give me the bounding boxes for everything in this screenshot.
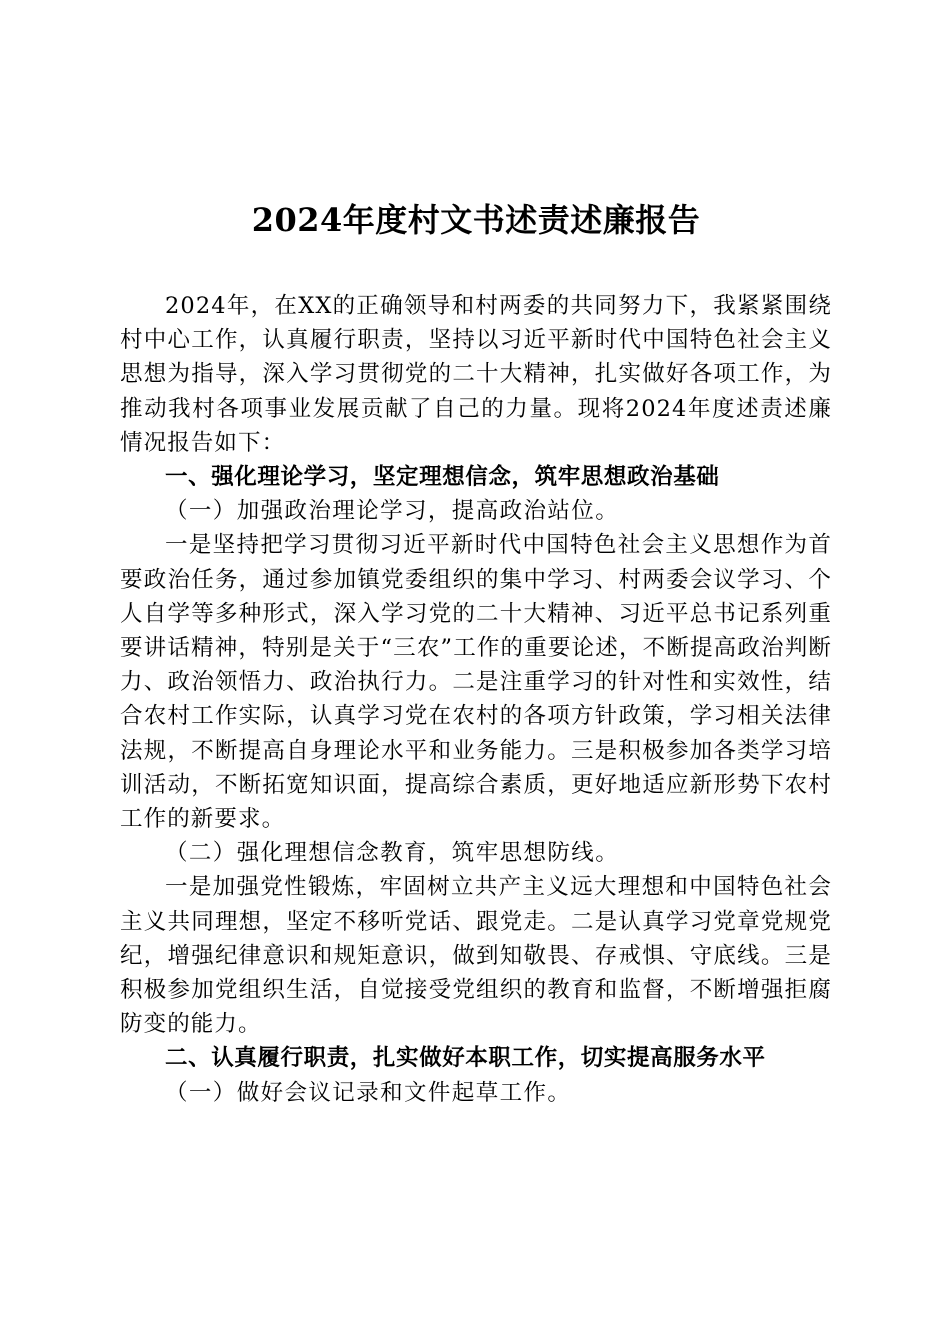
body-paragraph-1-1: 一是坚持把学习贯彻习近平新时代中国特色社会主义思想作为首要政治任务，通过参加镇党委组织的集中学习、村两委会议学习、个人自学等多种形式，深入学习党的二十大精神、习近平总书记系列重要讲话精神，特别是关于“三农”工作的重要论述，不断提高政治判断力、政治领悟力、政治执行力。二是注重学习的针对性和实效性，结合农村工作实际，认真学习党在农村的各项方针政策，学习相关法律法规，不断提高自身理论水平和业务能力。三是积极参加各类学习培训活动，不断拓宽知识面，提高综合素质，更好地适应新形势下农村工作的新要求。	[120, 532, 832, 833]
intro-paragraph: 2024年，在XX的正确领导和村两委的共同努力下，我紧紧围绕村中心工作，认真履行职责，坚持以习近平新时代中国特色社会主义思想为指导，深入学习贯彻党的二十大精神，扎实做好各项工作，为推动我村各项事业发展贡献了自己的力量。现将2024年度述责述廉情况报告如下：	[120, 293, 832, 456]
subsection-heading-1-2: （二）强化理想信念教育，筑牢思想防线。	[165, 840, 620, 867]
section-heading-1: 一、强化理论学习，坚定理想信念，筑牢思想政治基础	[165, 464, 720, 491]
document-body	[120, 289, 832, 1110]
document-title: 2024年度村文书述责述廉报告	[251, 201, 701, 239]
subsection-heading-2-1: （一）做好会议记录和文件起草工作。	[165, 1079, 572, 1106]
body-paragraph-1-2: 一是加强党性锻炼，牢固树立共产主义远大理想和中国特色社会主义共同理想，坚定不移听党话、跟党走。二是认真学习党章党规党纪，增强纪律意识和规矩意识，做到知敬畏、存戒惧、守底线。三是积极参加党组织生活，自觉接受党组织的教育和监督，不断增强拒腐防变的能力。	[120, 874, 832, 1038]
section-heading-2: 二、认真履行职责，扎实做好本职工作，切实提高服务水平	[165, 1045, 766, 1072]
subsection-heading-1-1: （一）加强政治理论学习，提高政治站位。	[165, 498, 620, 525]
